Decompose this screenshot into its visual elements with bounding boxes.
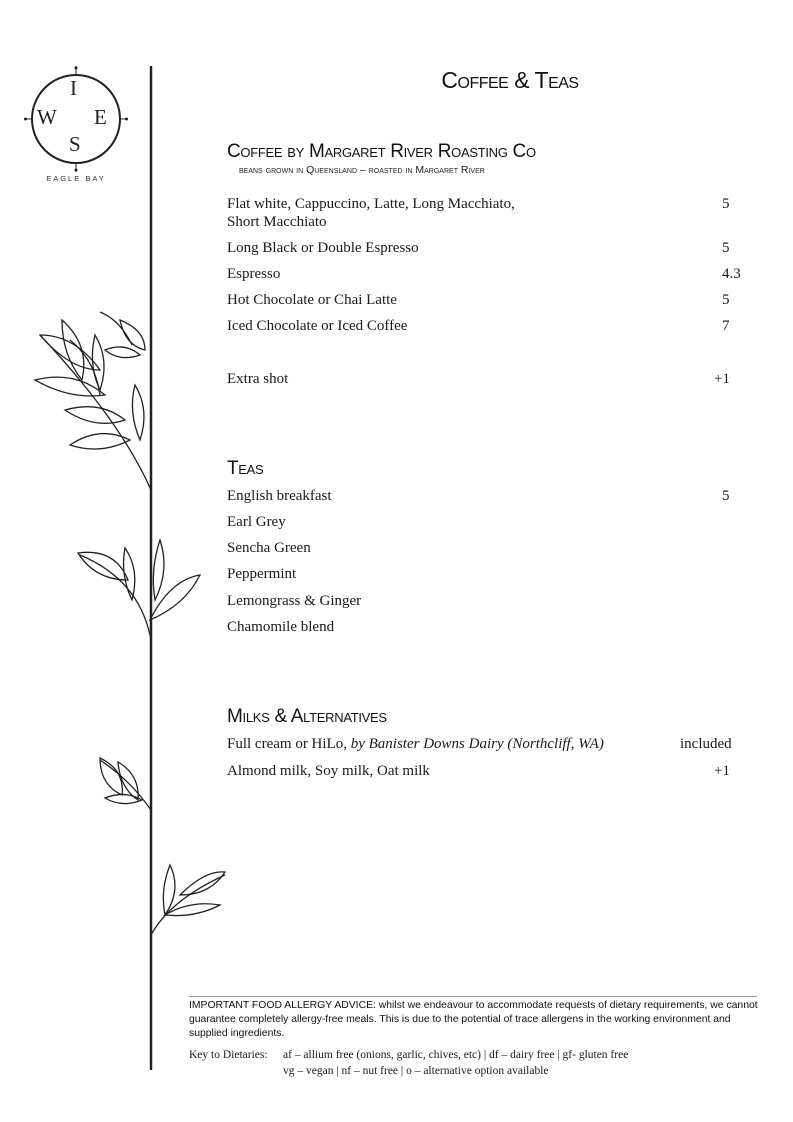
menu-item-price: +1 bbox=[714, 763, 730, 779]
menu-item-name: Earl Grey bbox=[227, 514, 286, 530]
menu-item-name: Sencha Green bbox=[227, 540, 311, 556]
menu-item-name: English breakfast bbox=[227, 488, 332, 504]
menu-item-name: Iced Chocolate or Iced Coffee bbox=[227, 318, 408, 334]
logo-letter-n: I bbox=[70, 76, 77, 100]
menu-item-name: Flat white, Cappuccino, Latte, Long Macchiato, bbox=[227, 196, 515, 212]
teas-section-heading: Teas bbox=[227, 458, 264, 479]
allergy-advice: IMPORTANT FOOD ALLERGY ADVICE: whilst we endeavour to accommodate requests of dietary requirements, we cannot guarantee completely allergy-free meals. This is due to the potential of trace allergens in the working environment and supplied ingredients. bbox=[189, 1000, 758, 1039]
menu-item bbox=[227, 735, 604, 753]
logo-letter-w: W bbox=[37, 105, 57, 129]
menu-item bbox=[227, 195, 515, 231]
logo-brand-text: EAGLE BAY bbox=[46, 174, 106, 183]
page-title: Coffee & Teas bbox=[441, 67, 579, 93]
menu-item-name-line2: Short Macchiato bbox=[227, 214, 327, 230]
coffee-section-heading: Coffee by Margaret River Roasting Co bbox=[227, 141, 536, 162]
menu-item-name: Espresso bbox=[227, 266, 281, 282]
menu-item-name: Hot Chocolate or Chai Latte bbox=[227, 292, 397, 308]
logo-letter-s: S bbox=[69, 132, 81, 156]
menu-item-name: Peppermint bbox=[227, 566, 297, 582]
menu-item-price: 5 bbox=[722, 488, 730, 504]
menu-item-name: Full cream or HiLo, bbox=[227, 736, 351, 752]
menu-item-price: 5 bbox=[722, 292, 730, 308]
menu-item-note: by Banister Downs Dairy (Northcliff, WA) bbox=[350, 736, 604, 752]
milks-section-heading: Milks & Alternatives bbox=[227, 706, 387, 727]
menu-item-price: 5 bbox=[722, 196, 730, 212]
coffee-section-subheading: beans grown in Queensland – roasted in Margaret River bbox=[239, 164, 485, 176]
dietary-key-line-2: vg – vegan | nf – nut free | o – alternative option available bbox=[283, 1065, 549, 1077]
menu-item-name: Almond milk, Soy milk, Oat milk bbox=[227, 763, 430, 779]
menu-item-name: Lemongrass & Ginger bbox=[227, 593, 362, 609]
menu-item-name: Long Black or Double Espresso bbox=[227, 240, 419, 256]
menu-item-price: 4.3 bbox=[722, 266, 741, 282]
leaf-vine-illustration bbox=[0, 0, 240, 1122]
footer-divider bbox=[189, 996, 757, 997]
menu-item-price: 5 bbox=[722, 240, 730, 256]
menu-item-price: 7 bbox=[722, 318, 730, 334]
menu-item-price: included bbox=[680, 736, 732, 752]
dietary-key-label: Key to Dietaries: bbox=[189, 1049, 268, 1061]
menu-item-price: +1 bbox=[714, 371, 730, 387]
dietary-key-line-1: af – allium free (onions, garlic, chives, etc) | df – dairy free | gf- gluten free bbox=[283, 1049, 629, 1061]
menu-item-name: Extra shot bbox=[227, 371, 289, 387]
logo-letter-e: E bbox=[94, 105, 107, 129]
menu-item-name: Chamomile blend bbox=[227, 619, 335, 635]
